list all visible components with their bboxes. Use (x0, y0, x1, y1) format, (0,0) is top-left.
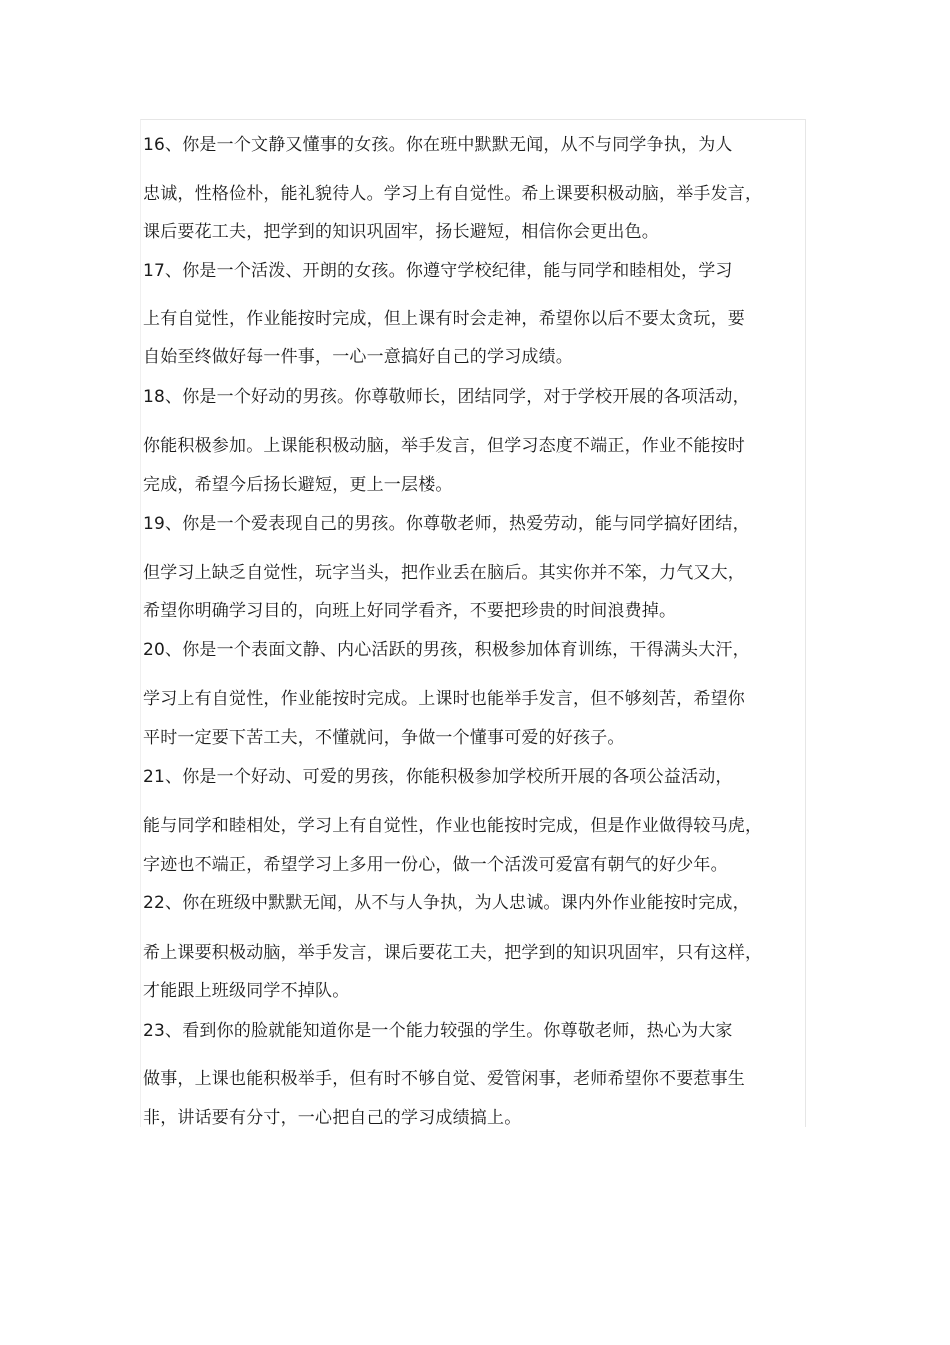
comment-17-line-2: 上有自觉性，作业能按时完成，但上课有时会走神，希望你以后不要太贪玩，要 (143, 309, 745, 329)
comment-18-line-1: 18、你是一个好动的男孩。你尊敬师长，团结同学，对于学校开展的各项活动， (143, 387, 750, 407)
comment-20-line-1: 20、你是一个表面文静、内心活跃的男孩，积极参加体育训练，干得满头大汗， (143, 640, 750, 660)
comment-19-line-1: 19、你是一个爱表现自己的男孩。你尊敬老师，热爱劳动，能与同学搞好团结， (143, 514, 750, 534)
comment-16-line-1: 16、你是一个文静又懂事的女孩。你在班中默默无闻，从不与同学争执，为人 (143, 135, 733, 155)
comment-20-line-3: 平时一定要下苦工夫，不懂就问，争做一个懂事可爱的好孩子。 (143, 728, 625, 748)
comment-20-line-2: 学习上有自觉性，作业能按时完成。上课时也能举手发言，但不够刻苦，希望你 (143, 689, 745, 709)
comment-23-line-1: 23、看到你的脸就能知道你是一个能力较强的学生。你尊敬老师，热心为大家 (143, 1021, 733, 1041)
comment-22-line-1: 22、你在班级中默默无闻，从不与人争执，为人忠诚。课内外作业能按时完成， (143, 893, 750, 913)
comment-22-line-2: 希上课要积极动脑，举手发言，课后要花工夫，把学到的知识巩固牢，只有这样， (143, 943, 763, 963)
comment-18-line-2: 你能积极参加。上课能积极动脑，举手发言，但学习态度不端正，作业不能按时 (143, 436, 745, 456)
comment-23-line-2: 做事，上课也能积极举手，但有时不够自觉、爱管闲事，老师希望你不要惹事生 (143, 1069, 745, 1089)
comment-17-line-1: 17、你是一个活泼、开朗的女孩。你遵守学校纪律，能与同学和睦相处，学习 (143, 261, 733, 281)
comment-21-line-3: 字迹也不端正，希望学习上多用一份心，做一个活泼可爱富有朝气的好少年。 (143, 855, 728, 875)
comment-19-line-2: 但学习上缺乏自觉性，玩字当头，把作业丢在脑后。其实你并不笨，力气又大， (143, 563, 745, 583)
comment-22-line-3: 才能跟上班级同学不掉队。 (143, 981, 350, 1001)
comment-21-line-2: 能与同学和睦相处，学习上有自觉性，作业也能按时完成，但是作业做得较马虎， (143, 816, 763, 836)
comment-16-line-3: 课后要花工夫，把学到的知识巩固牢，扬长避短，相信你会更出色。 (143, 222, 659, 242)
comment-23-line-3: 非，讲话要有分寸，一心把自己的学习成绩搞上。 (143, 1108, 522, 1128)
comment-16-line-2: 忠诚，性格俭朴，能礼貌待人。学习上有自觉性。希上课要积极动脑，举手发言， (143, 184, 763, 204)
comment-21-line-1: 21、你是一个好动、可爱的男孩，你能积极参加学校所开展的各项公益活动， (143, 767, 733, 787)
comment-19-line-3: 希望你明确学习目的，向班上好同学看齐，不要把珍贵的时间浪费掉。 (143, 601, 677, 621)
comment-17-line-3: 自始至终做好每一件事，一心一意搞好自己的学习成绩。 (143, 347, 573, 367)
comment-18-line-3: 完成，希望今后扬长避短，更上一层楼。 (143, 475, 453, 495)
